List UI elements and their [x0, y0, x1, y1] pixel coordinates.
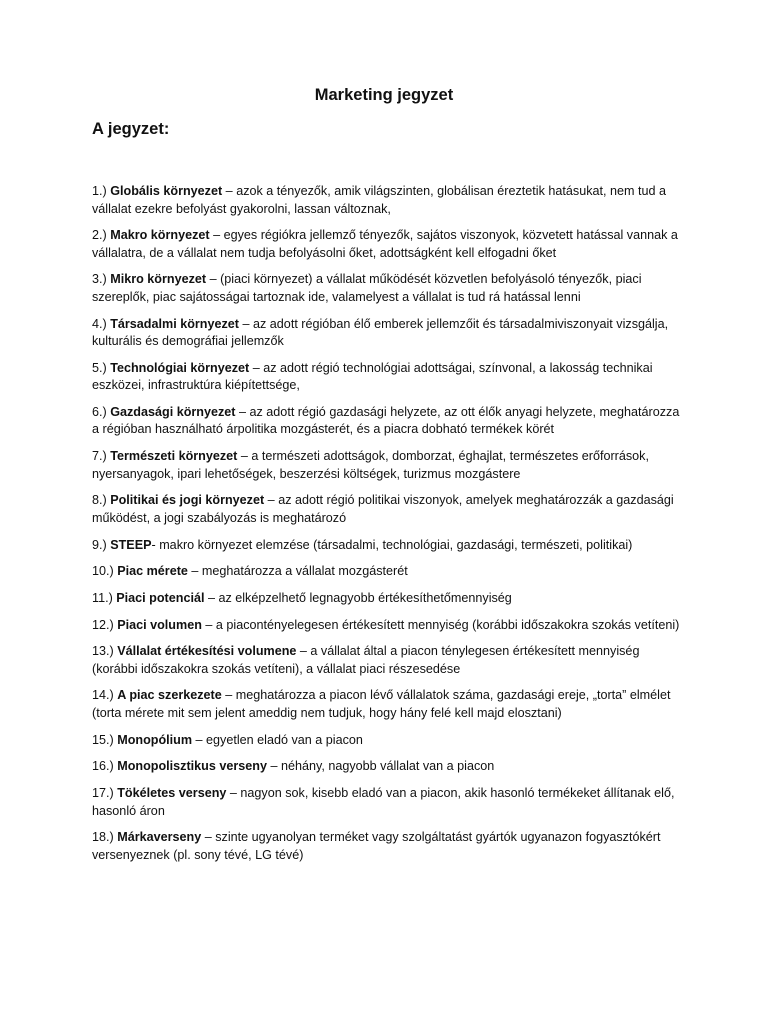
note-number: 18.) — [92, 830, 118, 845]
note-term: Makro környezet — [110, 228, 210, 243]
note-item — [92, 492, 688, 527]
note-number: 13.) — [92, 644, 118, 659]
note-item — [92, 758, 688, 776]
note-text: – a piacontényelegesen értékesített mennyiség (korábbi időszakokra szokás vetíteni) — [201, 617, 680, 632]
note-text: – a vállalat által a piacon ténylegesen értékesített mennyiség (korábbi időszakokra szokás vetíteni), a vállalat piaci részesedése — [92, 644, 640, 676]
note-term: Politikai és jogi környezet — [110, 493, 265, 508]
note-text: – meghatározza a piacon lévő vállalatok száma, gazdasági ereje, „torta” elmélet (torta mérete mit sem jelent ameddig nem tudjuk, hogy hány felé kell majd elosztani) — [92, 688, 671, 720]
note-term: Monopolisztikus verseny — [117, 759, 267, 774]
note-item — [92, 643, 688, 678]
note-item — [92, 271, 688, 306]
notes-list — [92, 183, 688, 873]
note-term: STEEP — [110, 537, 152, 552]
document-title: Marketing jegyzet — [314, 86, 454, 104]
note-number: 4.) — [92, 316, 111, 331]
note-term: Márkaverseny — [117, 830, 202, 845]
note-text: – egyetlen eladó van a piacon — [192, 732, 363, 747]
note-item — [92, 537, 688, 555]
note-term: Technológiai környezet — [110, 360, 250, 375]
note-item — [92, 590, 688, 608]
note-item — [92, 448, 688, 483]
note-number: 15.) — [92, 732, 118, 747]
note-term: Monopólium — [117, 732, 193, 747]
note-term: A piac szerkezete — [117, 688, 222, 703]
note-text: – az adott régió technológiai adottságai, színvonal, a lakosság technikai eszközei, infrastruktúra kiépítettsége, — [92, 360, 653, 393]
document-subtitle: A jegyzet: — [92, 120, 170, 138]
note-item — [92, 785, 688, 820]
note-term: Vállalat értékesítési volumene — [117, 644, 297, 659]
note-text: – a természeti adottságok, domborzat, éghajlat, természetes erőforrások, nyersanyagok, ipari lehetőségek, beszerzési költségek, turizmus mozgástere — [92, 449, 649, 481]
note-item — [92, 316, 688, 351]
note-text: – egyes régiókra jellemző tényezők, sajátos viszonyok, közvetett hatással vannak a vállalatra, de a vállalat nem tudja befolyásolni őket, adottságként kell elfogadni őket — [92, 228, 678, 260]
note-text: - makro környezet elemzése (társadalmi, technológiai, gazdasági, természeti, politikai) — [151, 537, 633, 552]
note-item — [92, 687, 688, 722]
note-term: Mikro környezet — [110, 272, 207, 287]
note-item — [92, 227, 688, 262]
note-text: – meghatározza a vállalat mozgásterét — [187, 564, 408, 579]
note-number: 6.) — [92, 404, 111, 419]
note-text: – az elképzelhető legnagyobb értékesíthetőmennyiség — [204, 590, 512, 605]
note-text: – azok a tényezők, amik világszinten, globálisan éreztetik hatásukat, nem tud a vállalat ezekre befolyást gyakorolni, lassan változnak, — [92, 184, 667, 216]
note-number: 9.) — [92, 537, 111, 552]
note-number: 16.) — [92, 759, 118, 774]
note-term: Gazdasági környezet — [110, 404, 236, 419]
note-term: Piaci volumen — [117, 617, 202, 632]
note-number: 5.) — [92, 360, 111, 375]
note-text: – nagyon sok, kisebb eladó van a piacon, akik hasonló termékeket állítanak elő, hasonló áron — [92, 786, 675, 818]
note-item — [92, 829, 688, 864]
note-item — [92, 183, 688, 218]
note-term: Természeti környezet — [110, 449, 238, 464]
note-number: 8.) — [92, 493, 111, 508]
note-term: Globális környezet — [110, 184, 223, 198]
note-text: – szinte ugyanolyan terméket vagy szolgáltatást gyártók ugyanazon fogyasztókért versenyeznek (pl. sony tévé, LG tévé) — [92, 830, 661, 862]
note-number: 11.) — [92, 590, 117, 605]
note-term: Piac mérete — [117, 564, 188, 579]
note-text: – (piaci környezet) a vállalat működését közvetlen befolyásoló tényezők, piaci szereplők, piac sajátosságai tartoznak ide, valamelyest a vállalat is tud rá hatással lenni — [92, 272, 642, 304]
note-text: – az adott régió politikai viszonyok, amelyek meghatározzák a gazdasági működést, a jogi szabályozás is meghatározó — [92, 493, 674, 525]
note-text: – az adott régió gazdasági helyzete, az ott élők anyagi helyzete, meghatározza a régióban használható árpolitika mozgásterét, és a piacra dobható termékek körét — [92, 404, 680, 437]
note-number: 7.) — [92, 449, 111, 464]
note-item — [92, 617, 688, 635]
note-number: 17.) — [92, 786, 118, 800]
note-number: 2.) — [92, 228, 111, 243]
note-number: 3.) — [92, 272, 111, 287]
note-number: 14.) — [92, 688, 118, 703]
note-number: 10.) — [92, 564, 118, 579]
note-number: 1.) — [92, 184, 111, 198]
note-text: – néhány, nagyobb vállalat van a piacon — [266, 759, 495, 774]
note-term: Tökéletes verseny — [117, 786, 227, 800]
note-term: Társadalmi környezet — [110, 316, 239, 331]
note-item — [92, 360, 688, 395]
note-number: 12.) — [92, 617, 118, 632]
note-item — [92, 404, 688, 439]
note-item — [92, 563, 688, 581]
note-item — [92, 732, 688, 750]
note-term: Piaci potenciál — [116, 590, 205, 605]
note-text: – az adott régióban élő emberek jellemzőit és társadalmiviszonyait vizsgálja, kulturális és demográfiai jellemzők — [92, 316, 669, 349]
